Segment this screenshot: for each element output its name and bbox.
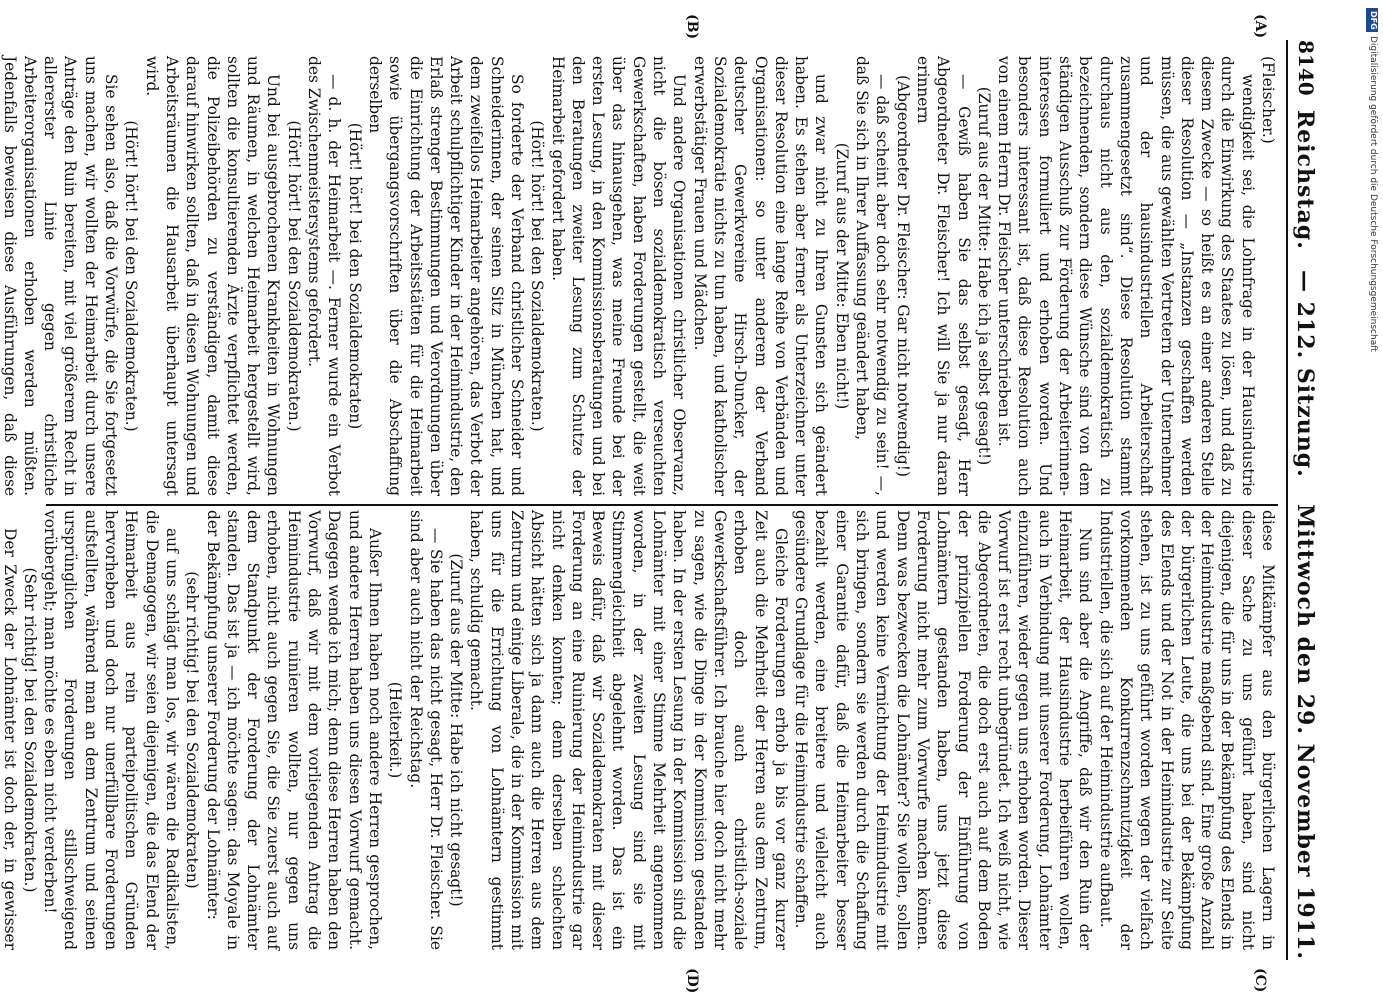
left-paragraph: und zwar nicht zu Ihren Gunsten sich geändert haben. Es stehen aber ferner als Unterzeichner unter dieser Resolution eine lange Reihe von Verbänden und Organisationen: so unter anderem der Verband deutscher Gewerkvereine Hirsch-Duncker, der Sozialdemokratie nichts zu tun haben, und katholischer erwerbstätiger Frauen und Mädchen.: [690, 56, 831, 496]
digitization-credit: Digitalisierung gefördert durch die Deutsche Forschungsgemeinschaft: [1368, 36, 1378, 352]
left-interjection: (Hört! hört! bei den Sozialdemokraten.): [528, 120, 547, 432]
header-reichstag: Reichstag.: [1292, 110, 1318, 250]
left-paragraph: wendigkeit sei, die Lohnfrage in der Hausindustrie durch die Einwirkung des Staates zu lösen, und daß zu diesem Zwecke — so heißt es an einer anderen Stelle dieser Resolution — „Instanzen geschaffen werden müssen, die aus gewählten Vertretern der Unternehmer und der hausindustriellen Arbeiterschaft zusammengesetzt sind“. Diese Resolution stammt durchaus nicht aus den, sozialdemokratisch zu bezeichnenden, sondern diese Wünsche sind von dem ständigen Ausschuß zur Förderung der Arbeiterinnen-interessen formuliert und erhoben worden. Und besonders interessant ist, daß diese Resolution auch von einem Herrn Dr. Fleischer unterschrieben ist.: [995, 56, 1257, 496]
right-paragraph: Nun sind aber die Angriffe, daß wir den Ruin der Heimarbeit, der Hausindustrie herbeiführen wollen, auch in Verbindung mit unserer Forderung, Lohnämter einzuführen, wieder gegen uns erhoben worden. Dieser Vorwurf ist erst recht unbegründet. Ich weiß nicht, wie die Abgeordneten, die doch erst auch auf dem Boden der prinzipiellen Forderung der Einführung von Lohnämtern gestanden haben, uns jetzt diese Forderung nicht mehr zum Vorwurfe machen können. Denn was bezwecken die Lohnämter? Sie wollen, sollen und werden keine Vernichtung der Heimindustrie mit sich bringen, sondern sie werden durch die Schaffung einer Garantie dafür, daß die Heimarbeiter besser bezahlt werden, eine breitere und vielleicht auch gesündere Grundlage für die Heimindustrie schaffen.: [792, 510, 1095, 950]
right-text-column: [0, 510, 1278, 950]
margin-marker-b: (B): [684, 14, 700, 40]
right-paragraph: Gleiche Forderungen erhob ja bis vor ganz kurzer Zeit auch die Mehrheit der Herren aus dem Zentrum, erhoben doch auch christlich-soziale Gewerkschaftsführer. Ich brauche hier doch nicht mehr zu sagen, wie die Dinge in der Kommission gestanden haben. In der ersten Lesung in der Kommission sind die Lohnämter mit einer Stimme Mehrheit angenommen worden, in der zweiten Lesung sind sie mit Stimmengleichheit abgelehnt worden. Das ist ein Beweis dafür, daß wir Sozialdemokraten mit dieser Forderung an eine Ruinierung der Heimindustrie gar nicht denken konnten; denn derselben schlechten Absicht hätten sich ja dann auch die Herren aus dem Zentrum und einige Liberale, die in der Kommission mit uns für die Errichtung von Lohnämtern gestimmt haben, schuldig gemacht.: [467, 510, 790, 950]
right-interjection: (Zuruf aus der Mitte: Habe ich nicht gesagt!): [447, 553, 466, 907]
left-paragraph: — Gewiß haben Sie das selbst gesagt, Herr Abgeordneter Dr. Fleischer! Ich will Sie ja nur daran erinnern: [913, 56, 973, 496]
left-interjection: (Hört! hört! bei den Sozialdemokraten.): [284, 120, 303, 432]
page-number: 8140: [1294, 40, 1318, 96]
right-paragraph: Der Zweck der Lohnämter ist doch der, in gewisser: [0, 528, 19, 950]
left-paragraph: — d. h. der Heimarbeit —. Ferner wurde ein Verbot des Zwischenmeistersystems gefordert.: [305, 56, 344, 496]
right-paragraph: — Sie haben das nicht gesagt, Herr Dr. Fleischer. Sie sind aber auch nicht der Reichstag.: [406, 510, 445, 950]
left-interjection: (Zuruf aus der Mitte: Habe ich ja selbst gesagt!): [974, 86, 993, 466]
left-interjection: (Zuruf aus der Mitte: Eben nicht!): [832, 142, 851, 410]
left-paragraph: So forderte der Verband christlicher Schneider und Schneiderinnen, der seinen Sitz in München hat, und dem zweifellos Heimarbeiter angehören, das Verbot der Arbeit schulpflichtiger Kinder in der Heimindustrie, den Erlaß strenger Bestimmungen und Verordnungen über die Einrichtung der Arbeitsstätten für die Heimarbeit sowie übergangsvorschriften über die Abschaffung derselben: [365, 56, 527, 496]
header-session: — 212. Sitzung.: [1292, 270, 1318, 478]
margin-marker-a: (A): [1252, 14, 1268, 39]
right-paragraph: Außer Ihnen haben noch andere Herren gesprochen, und andere Herren haben uns diesen Vorwurf gemacht. Dagegen wende ich mich; denn diese Herren haben den Vorwurf, daß wir mit dem vorliegenden Antrag die Heimindustrie ruinieren wollten, nur gegen uns erhoben, nicht auch gegen Sie, die Sie zuerst auch auf dem Standpunkt der Forderung der Lohnämter standen. Das ist ja — ich möchte sagen: das Moyale in der Bekämpfung unserer Forderung der Lohnämter:: [203, 510, 384, 950]
left-text-column: [0, 56, 1278, 496]
left-paragraph: (Fleischer.): [1259, 56, 1277, 144]
right-interjection: (sehr richtig! bei den Sozialdemokraten): [183, 571, 202, 889]
left-paragraph: Sie sehen also, daß die Vorwürfe, die Sie fortgesetzt uns machen, wir wollten der Heimarbeit durch unsere Anträge den Ruin bereiten, mit viel größerem Recht in allererster Linie gegen christliche Arbeiterorganisationen erhoben werden müßten. Jedenfalls beweisen diese Ausführungen, daß diese: [0, 56, 121, 496]
column-divider: [46, 504, 1278, 506]
left-paragraph: Und bei ausgebrochenen Krankheiten in Wohnungen und Räumen, in welchen Heimarbeit hergestellt wird, sollten die konsultierenden Ärzte verpflichtet werden, die Polizeibehörden zu verständigen, damit diese darauf hinwirken sollten, daß in diesen Wohnungen und Arbeitsräumen die Hausarbeit überhaupt untersagt wird.: [142, 56, 283, 496]
right-interjection: (Heiterkeit.): [386, 681, 405, 779]
header-date: Mittwoch den 29. November 1911.: [1292, 503, 1318, 960]
page-header: [1286, 40, 1322, 960]
dfg-logo: DFG: [1366, 8, 1378, 32]
left-paragraph: — daß scheint aber doch sehr notwendig zu sein! —, daß Sie sich in Ihrer Auffassung geändert haben,: [853, 56, 892, 496]
left-interjection: (Hört! hört! bei den Sozialdemokraten): [345, 122, 364, 430]
left-interjection: (Hört! hört! bei den Sozialdemokraten.): [122, 120, 141, 432]
right-interjection: (Sehr richtig! bei den Sozialdemokraten.): [20, 567, 39, 893]
left-interjection: (Abgeordneter Dr. Fleischer: Gar nicht notwendig!): [893, 75, 912, 477]
left-paragraph: Und andere Organisationen christlicher Observanz, nicht die bösen sozialdemokratisch verseuchten Gewerkschaften, haben Forderungen gestellt, die weit über das hinausgehen, was meine Freunde bei der ersten Lesung, in den Kommissionsberatungen und bei den Beratungen zweiter Lesung zum Schutze der Heimarbeit gefordert haben.: [548, 56, 689, 496]
right-paragraph: auf uns schlägt man los, wir wären die Radikalisten, die Demagogen, wir seien diejenigen, die das Elend der Heimarbeit aus rein parteipolitischen Gründen hervorheben und doch nur unerfüllbare Forderungen aufstellten, während man an dem Zentrum und seinen ursprünglichen Forderungen stillschweigend vorübergeht; man möchte es eben nicht verderben!: [41, 510, 181, 950]
margin-marker-d: (D): [684, 968, 700, 994]
margin-marker-c: (C): [1252, 968, 1268, 993]
right-paragraph: diese Mitkämpfer aus den bürgerlichen Lagern in dieser Sache zu uns geführt haben, sind nicht diejenigen, die für uns in der Bekämpfung des Elends in der Heimindustrie maßgebend sind. Eine große Anzahl der bürgerlichen Leute, die uns bei der Bekämpfung des Elends und der Not in der Heimindustrie zur Seite stehen, ist zu uns geführt worden wegen der vielfach vorkommenden Konkurrenzschmutzigkeit der Industriellen, die sich auf der Heimindustrie aufbaut.: [1096, 510, 1277, 950]
